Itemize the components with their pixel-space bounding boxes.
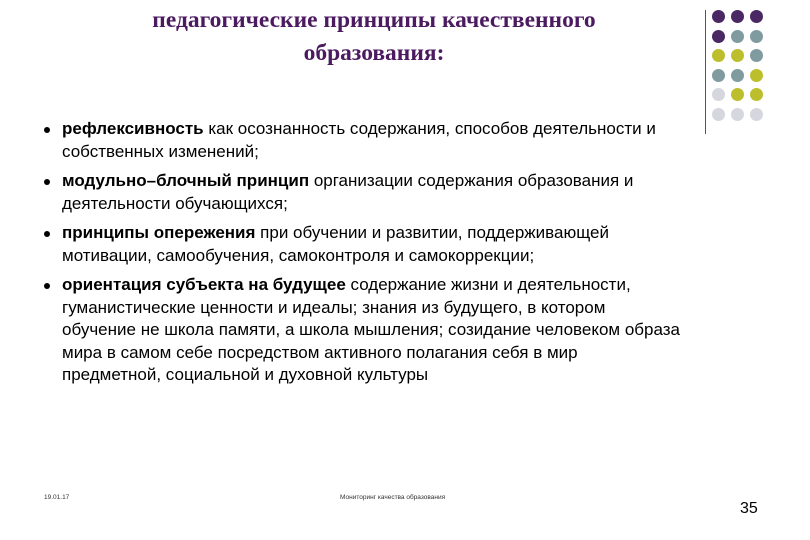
bullet-icon bbox=[44, 179, 50, 185]
principle-item bbox=[40, 222, 680, 267]
decorative-dot bbox=[750, 88, 763, 101]
principle-term: ориентация субъекта на будущее bbox=[62, 275, 346, 294]
decorative-dot-grid bbox=[712, 10, 788, 124]
principle-item bbox=[40, 118, 680, 163]
principle-text: при обучении и развитии, поддерживающей мотивации, самообучения, самоконтроля и самокоррекции; bbox=[62, 223, 609, 265]
decorative-dot bbox=[712, 69, 725, 82]
footer-date: 19.01.17 bbox=[44, 494, 70, 501]
decorative-dot bbox=[712, 30, 725, 43]
decorative-dot bbox=[750, 10, 763, 23]
bullet-icon bbox=[44, 127, 50, 133]
principle-term: принципы опережения bbox=[62, 223, 256, 242]
principle-term: модульно–блочный принцип bbox=[62, 171, 310, 190]
principle-text: как осознанность содержания, способов деятельности и собственных изменений; bbox=[62, 119, 656, 161]
decorative-dot bbox=[731, 49, 744, 62]
footer-title: Мониторинг качества образования bbox=[340, 494, 446, 501]
principle-term: рефлексивность bbox=[62, 119, 204, 138]
decorative-dot bbox=[731, 108, 744, 121]
page-number: 35 bbox=[740, 500, 758, 517]
vertical-divider bbox=[705, 10, 706, 134]
decorative-dot bbox=[750, 49, 763, 62]
principle-item bbox=[40, 274, 680, 387]
decorative-dot bbox=[731, 88, 744, 101]
decorative-dot bbox=[731, 30, 744, 43]
decorative-dot bbox=[731, 10, 744, 23]
principle-item bbox=[40, 170, 680, 215]
decorative-dot bbox=[750, 30, 763, 43]
decorative-dot bbox=[712, 88, 725, 101]
decorative-dot bbox=[731, 69, 744, 82]
bullet-icon bbox=[44, 283, 50, 289]
decorative-dot bbox=[750, 108, 763, 121]
decorative-dot bbox=[712, 108, 725, 121]
decorative-dot bbox=[750, 69, 763, 82]
decorative-dot bbox=[712, 49, 725, 62]
principle-text: организации содержания образования и деятельности обучающихся; bbox=[62, 171, 634, 213]
slide-title: педагогические принципы качественного образования: bbox=[152, 7, 596, 66]
principles-list bbox=[40, 118, 680, 394]
principle-text: содержание жизни и деятельности, гуманистические ценности и идеалы; знания из будущего, в котором обучение не школа памяти, а школа мышления; созидание человеком образа мира в самом себе посредством активного полагания себя в мир предметной, социальной и духовной культуры bbox=[62, 275, 681, 384]
decorative-dot bbox=[712, 10, 725, 23]
bullet-icon bbox=[44, 231, 50, 237]
